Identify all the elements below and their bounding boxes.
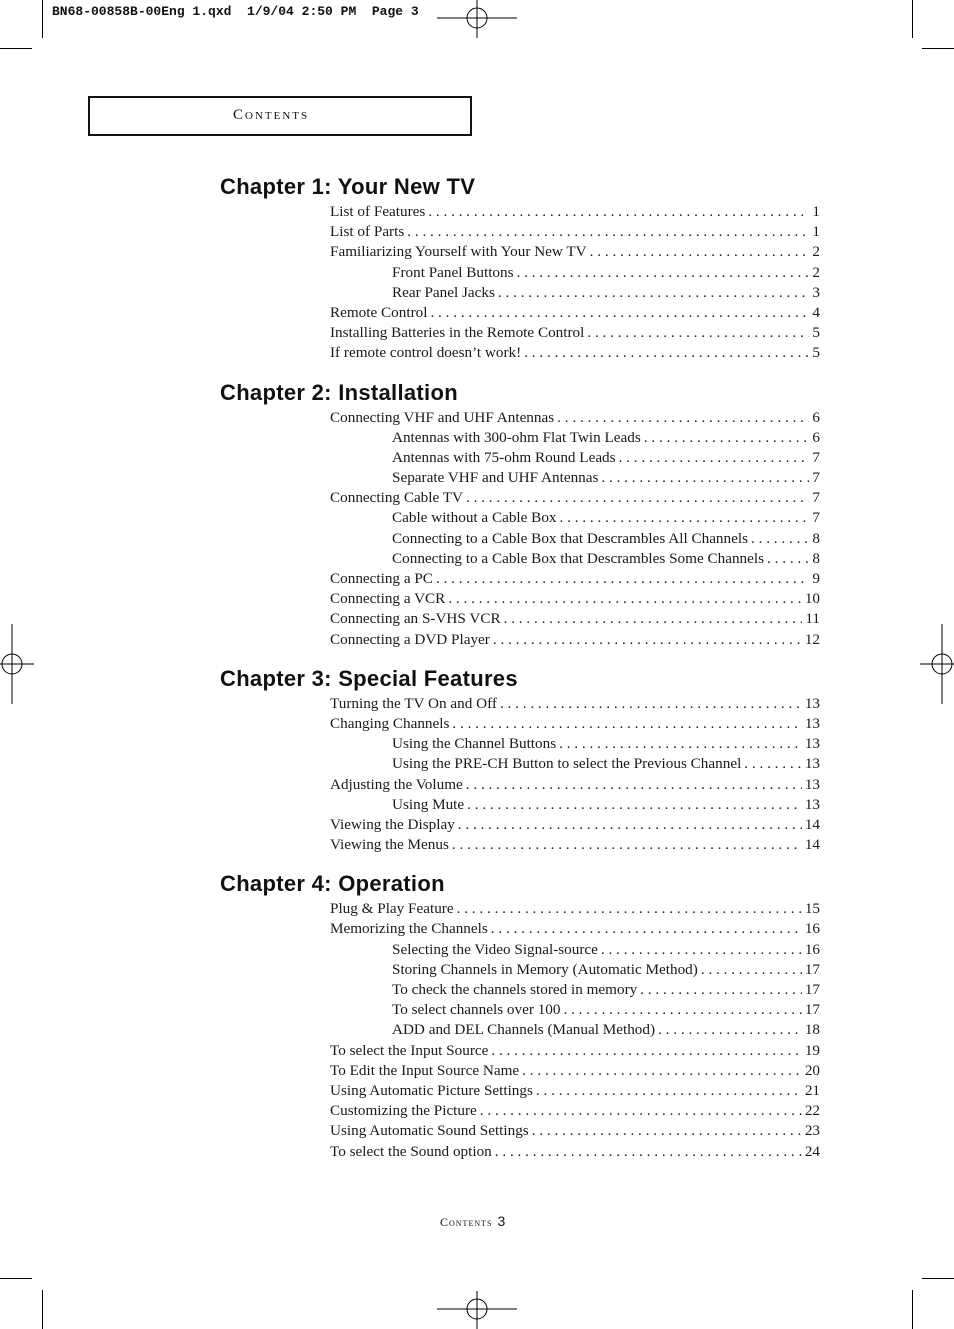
toc-page-number: 6	[812, 428, 820, 446]
crop-mark	[42, 1290, 43, 1329]
toc-page-number: 3	[812, 283, 820, 301]
crop-mark	[0, 48, 32, 49]
registration-mark-icon	[437, 0, 517, 40]
toc-entry-label: List of Parts	[330, 223, 405, 241]
dot-leader	[524, 343, 809, 363]
toc-entry-label: ADD and DEL Channels (Manual Method)	[392, 1021, 656, 1039]
toc-subentry	[392, 754, 820, 774]
toc-page-number: 15	[804, 900, 820, 918]
page-footer	[440, 1213, 505, 1230]
toc-entry	[330, 835, 820, 855]
toc-page-number: 2	[812, 263, 820, 281]
dot-leader	[436, 569, 809, 589]
toc-subentry	[392, 428, 820, 448]
toc-entry-label: To select the Input Source	[330, 1041, 489, 1059]
chapter-section	[220, 378, 820, 650]
toc-entry	[330, 714, 820, 734]
toc-entry	[330, 569, 820, 589]
toc-subentry	[392, 1000, 820, 1020]
toc-page-number: 5	[812, 324, 820, 342]
dot-leader	[458, 815, 802, 835]
dot-leader	[495, 1142, 802, 1162]
toc-entry	[330, 202, 820, 222]
toc-entry-label: Memorizing the Channels	[330, 920, 488, 938]
toc-entry-label: Adjusting the Volume	[330, 775, 463, 793]
toc-entry-label: Separate VHF and UHF Antennas	[392, 469, 599, 487]
dot-leader	[532, 1121, 802, 1141]
toc-entry	[330, 775, 820, 795]
toc-entry-label: Installing Batteries in the Remote Control	[330, 324, 585, 342]
toc-page-number: 22	[804, 1102, 820, 1120]
toc-entry-label: Using the PRE-CH Button to select the Previous Channel	[392, 755, 742, 773]
table-of-contents	[220, 172, 820, 1162]
toc-entry	[330, 630, 820, 650]
toc-entry-label: Rear Panel Jacks	[392, 283, 495, 301]
toc-page-number: 10	[804, 590, 820, 608]
toc-entry-label: Viewing the Menus	[330, 836, 449, 854]
toc-entry	[330, 1081, 820, 1101]
dot-leader	[493, 630, 802, 650]
toc-entry-label: Antennas with 300-ohm Flat Twin Leads	[392, 428, 641, 446]
dot-leader	[407, 222, 809, 242]
toc-entry-label: Customizing the Picture	[330, 1102, 477, 1120]
toc-entry	[330, 488, 820, 508]
toc-subentry	[392, 960, 820, 980]
toc-entry-label: List of Features	[330, 203, 426, 220]
toc-entry	[330, 899, 820, 919]
toc-page-number: 16	[804, 940, 820, 958]
dot-leader	[751, 529, 809, 549]
toc-entry-label: Plug & Play Feature	[330, 900, 454, 918]
toc-subentry	[392, 549, 820, 569]
toc-page-number: 13	[804, 714, 820, 732]
dot-leader	[601, 468, 809, 488]
toc-entry-label: Connecting to a Cable Box that Descrambles Some Channels	[392, 549, 765, 567]
dot-leader	[448, 589, 802, 609]
dot-leader	[498, 283, 810, 303]
dot-leader	[701, 960, 802, 980]
toc-entry	[330, 408, 820, 428]
toc-entry	[330, 303, 820, 323]
dot-leader	[587, 323, 809, 343]
toc-entry-label: Remote Control	[330, 303, 428, 321]
dot-leader	[500, 694, 802, 714]
toc-entry-label: To select channels over 100	[392, 1001, 561, 1019]
toc-entry	[330, 694, 820, 714]
toc-entry-label: Viewing the Display	[330, 815, 455, 833]
toc-entry-label: Using Automatic Picture Settings	[330, 1081, 533, 1099]
registration-mark-icon	[920, 624, 954, 704]
dot-leader	[744, 754, 802, 774]
toc-page-number: 23	[804, 1122, 820, 1140]
toc-entry-label: To Edit the Input Source Name	[330, 1061, 520, 1079]
crop-mark	[42, 0, 43, 38]
toc-page-number: 4	[812, 303, 820, 321]
toc-subentry	[392, 283, 820, 303]
toc-entry-label: To check the channels stored in memory	[392, 981, 638, 998]
toc-page-number: 21	[804, 1081, 820, 1099]
dot-leader	[590, 242, 810, 262]
toc-entry-label: Familiarizing Yourself with Your New TV	[330, 243, 587, 261]
toc-entry	[330, 1061, 820, 1081]
toc-entry	[330, 609, 820, 629]
registration-mark-icon	[437, 1289, 517, 1329]
toc-entry-label: Connecting a PC	[330, 570, 433, 587]
toc-entry	[330, 589, 820, 609]
registration-mark-icon	[0, 624, 34, 704]
toc-page-number: 8	[812, 529, 820, 547]
toc-entry-label: Storing Channels in Memory (Automatic Method)	[392, 960, 698, 978]
crop-mark	[912, 0, 913, 38]
dot-leader	[466, 775, 802, 795]
dot-leader	[560, 508, 810, 528]
toc-page-number: 14	[804, 815, 820, 833]
chapter-title: Chapter 2: Installation	[220, 379, 458, 405]
toc-subentry	[392, 1020, 820, 1040]
toc-page-number: 19	[804, 1041, 820, 1059]
page-number: 3	[497, 1213, 506, 1229]
toc-page-number: 17	[804, 981, 820, 998]
toc-page-number: 9	[812, 570, 820, 587]
dot-leader	[536, 1081, 802, 1101]
toc-page-number: 24	[804, 1142, 820, 1160]
dot-leader	[504, 609, 803, 629]
toc-subentry	[392, 468, 820, 488]
toc-entry-label: Connecting a VCR	[330, 590, 446, 608]
toc-page-number: 17	[804, 1001, 820, 1019]
toc-entry	[330, 323, 820, 343]
toc-entry	[330, 1142, 820, 1162]
toc-page-number: 12	[804, 630, 820, 648]
toc-entry-label: Using Mute	[392, 795, 465, 813]
toc-page-number: 13	[804, 795, 820, 813]
toc-page-number: 13	[804, 735, 820, 753]
dot-leader	[522, 1061, 802, 1081]
toc-page-number: 7	[812, 509, 820, 527]
toc-subentry	[392, 795, 820, 815]
toc-subentry	[392, 734, 820, 754]
toc-entry-label: Turning the TV On and Off	[330, 694, 497, 712]
toc-entry-label: If remote control doesn’t work!	[330, 344, 522, 362]
toc-subentry	[392, 529, 820, 549]
toc-entry	[330, 343, 820, 363]
toc-entry-label: Connecting an S-VHS VCR	[330, 610, 501, 628]
toc-entry-label: Connecting to a Cable Box that Descrambles All Channels	[392, 529, 748, 547]
dot-leader	[767, 549, 809, 569]
toc-page-number: 17	[804, 960, 820, 978]
toc-entry	[330, 1101, 820, 1121]
toc-entry-label: Connecting a DVD Player	[330, 630, 490, 648]
toc-entry-label: Connecting VHF and UHF Antennas	[330, 408, 555, 426]
toc-page-number: 7	[812, 489, 820, 507]
dot-leader	[491, 1041, 801, 1061]
dot-leader	[619, 448, 810, 468]
toc-entry	[330, 1041, 820, 1061]
toc-page-number: 14	[804, 836, 820, 854]
toc-page-number: 11	[805, 610, 820, 628]
page-title: Contents	[233, 107, 310, 123]
toc-entry-label: Cable without a Cable Box	[392, 509, 557, 527]
toc-page-number: 16	[804, 920, 820, 938]
toc-entry-label: Using the Channel Buttons	[392, 735, 557, 753]
toc-entry-label: Changing Channels	[330, 714, 450, 732]
chapter-section	[220, 664, 820, 856]
toc-subentry	[392, 940, 820, 960]
toc-entry-label: Using Automatic Sound Settings	[330, 1122, 529, 1140]
dot-leader	[452, 714, 801, 734]
crop-mark	[922, 48, 954, 49]
dot-leader	[563, 1000, 801, 1020]
toc-entry-label: To select the Sound option	[330, 1142, 492, 1160]
toc-page-number: 5	[812, 344, 820, 362]
dot-leader	[658, 1020, 802, 1040]
dot-leader	[480, 1101, 802, 1121]
chapter-title: Chapter 1: Your New TV	[220, 174, 476, 199]
chapter-section	[220, 172, 820, 364]
contents-header-box	[88, 96, 472, 136]
toc-subentry	[392, 508, 820, 528]
toc-subentry	[392, 448, 820, 468]
dot-leader	[644, 428, 810, 448]
crop-mark	[0, 1278, 32, 1279]
chapter-title: Chapter 3: Special Features	[220, 665, 518, 691]
dot-leader	[428, 202, 809, 222]
toc-page-number: 13	[804, 775, 820, 793]
file-slug: BN68-00858B-00Eng 1.qxd 1/9/04 2:50 PM Page 3	[52, 4, 419, 19]
chapter-title: Chapter 4: Operation	[220, 871, 445, 897]
footer-label: Contents	[440, 1215, 493, 1229]
dot-leader	[467, 795, 802, 815]
toc-page-number: 13	[804, 755, 820, 773]
toc-subentry	[392, 263, 820, 283]
toc-entry-label: Front Panel Buttons	[392, 263, 514, 281]
toc-subentry	[392, 980, 820, 1000]
toc-page-number: 1	[812, 223, 820, 241]
dot-leader	[557, 408, 809, 428]
toc-entry-label: Antennas with 75-ohm Round Leads	[392, 448, 616, 466]
crop-mark	[912, 1290, 913, 1329]
chapter-section	[220, 869, 820, 1161]
dot-leader	[430, 303, 809, 323]
dot-leader	[640, 980, 802, 1000]
dot-leader	[452, 835, 802, 855]
dot-leader	[466, 488, 809, 508]
toc-page-number: 7	[812, 469, 820, 487]
toc-page-number: 18	[804, 1021, 820, 1039]
toc-entry-label: Connecting Cable TV	[330, 489, 464, 507]
toc-page-number: 7	[812, 448, 820, 466]
toc-entry	[330, 919, 820, 939]
toc-page-number: 1	[812, 203, 820, 220]
toc-entry	[330, 242, 820, 262]
toc-entry	[330, 222, 820, 242]
toc-page-number: 8	[812, 549, 820, 567]
toc-page-number: 20	[804, 1061, 820, 1079]
crop-mark	[922, 1278, 954, 1279]
toc-page-number: 2	[812, 243, 820, 261]
dot-leader	[457, 899, 802, 919]
toc-entry	[330, 815, 820, 835]
toc-page-number: 6	[812, 408, 820, 426]
dot-leader	[559, 734, 802, 754]
dot-leader	[491, 919, 802, 939]
dot-leader	[517, 263, 810, 283]
dot-leader	[601, 940, 802, 960]
toc-entry-label: Selecting the Video Signal-source	[392, 940, 598, 958]
toc-entry	[330, 1121, 820, 1141]
toc-page-number: 13	[804, 694, 820, 712]
